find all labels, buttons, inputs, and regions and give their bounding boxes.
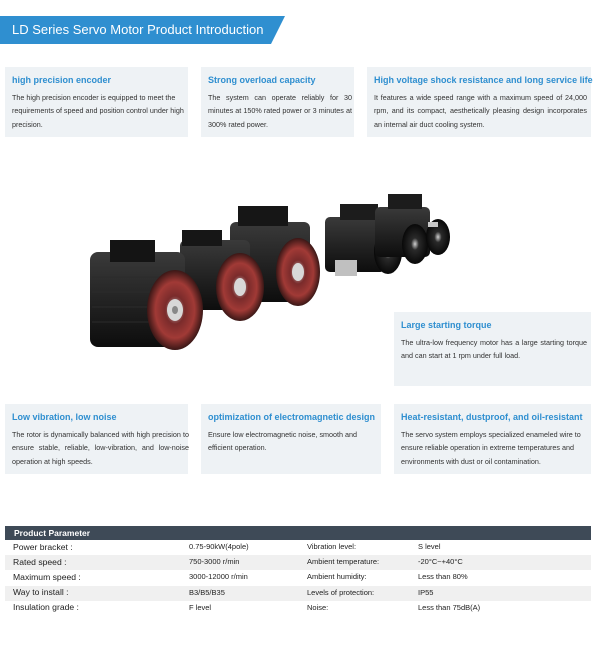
param-label: Power bracket : bbox=[13, 541, 73, 552]
feature-text: The ultra-low frequency motor has a large starting torque and can start at 1 rpm under full load. bbox=[401, 338, 587, 361]
table-row bbox=[5, 586, 591, 601]
page-banner bbox=[0, 16, 285, 44]
feature-text: The system can operate reliably for 30 minutes at 150% rated power or 3 minutes at 300% rated power. bbox=[208, 93, 352, 129]
param-value: IP55 bbox=[418, 587, 434, 597]
feature-title: Heat-resistant, dustproof, and oil-resistant bbox=[401, 412, 583, 422]
feature-title: Low vibration, low noise bbox=[12, 412, 117, 422]
param-label: Noise: bbox=[307, 602, 329, 612]
param-value: B3/B5/B35 bbox=[189, 587, 225, 597]
feature-text: The servo system employs specialized enameled wire to ensure reliable operation in extreme temperatures and environments with dust or oil contamination. bbox=[401, 430, 581, 466]
param-label: Way to install : bbox=[13, 587, 69, 598]
param-value: 0.75-90kW(4pole) bbox=[189, 542, 249, 551]
product-parameter-table bbox=[5, 526, 591, 616]
product-parameter-heading: Product Parameter bbox=[14, 528, 91, 538]
feature-card-encoder bbox=[5, 67, 188, 137]
feature-title: Large starting torque bbox=[401, 320, 492, 330]
product-parameter-header bbox=[5, 526, 591, 540]
feature-card-low-vibration bbox=[5, 404, 188, 474]
param-label: Rated speed : bbox=[13, 556, 67, 567]
feature-text: The rotor is dynamically balanced with high precision to ensure stable, reliable, low-vibration, and low-noise operation at high speeds. bbox=[12, 430, 189, 466]
table-row bbox=[5, 540, 591, 555]
param-label: Levels of protection: bbox=[307, 587, 375, 597]
param-value: 3000-12000 r/min bbox=[189, 572, 248, 582]
feature-title: optimization of electromagnetic design bbox=[208, 412, 376, 422]
param-value: Less than 75dB(A) bbox=[418, 602, 481, 612]
page-title: LD Series Servo Motor Product Introduction bbox=[12, 22, 264, 37]
table-row bbox=[5, 570, 591, 585]
param-label: Insulation grade : bbox=[13, 602, 79, 613]
param-value: 750-3000 r/min bbox=[189, 557, 240, 567]
param-value: -20°C~+40°C bbox=[418, 557, 463, 567]
feature-title: high precision encoder bbox=[12, 75, 112, 85]
feature-title: Strong overload capacity bbox=[208, 75, 316, 85]
feature-title: High voltage shock resistance and long service life bbox=[374, 75, 593, 85]
param-label: Vibration level: bbox=[307, 542, 357, 551]
param-label: Ambient temperature: bbox=[307, 557, 380, 567]
feature-card-overload bbox=[201, 67, 354, 137]
table-row bbox=[5, 601, 591, 616]
feature-card-high-voltage bbox=[367, 67, 591, 137]
feature-card-heat-resistant bbox=[394, 404, 591, 474]
feature-card-starting-torque bbox=[394, 312, 591, 386]
table-row bbox=[5, 555, 591, 570]
param-label: Ambient humidity: bbox=[307, 572, 367, 582]
param-label: Maximum speed : bbox=[13, 571, 81, 582]
feature-text: It features a wide speed range with a maximum speed of 24,000 rpm, and its compact, aesthetically pleasing design incorporates an internal air duct cooling system. bbox=[374, 93, 587, 129]
param-value: Less than 80% bbox=[418, 572, 468, 582]
feature-text: The high precision encoder is equipped to meet the requirements of speed and position control under high precision. bbox=[12, 93, 184, 129]
feature-text: Ensure low electromagnetic noise, smooth and efficient operation. bbox=[208, 430, 358, 453]
feature-card-electromagnetic bbox=[201, 404, 381, 474]
param-value: S level bbox=[418, 542, 441, 551]
param-value: F level bbox=[189, 602, 212, 612]
